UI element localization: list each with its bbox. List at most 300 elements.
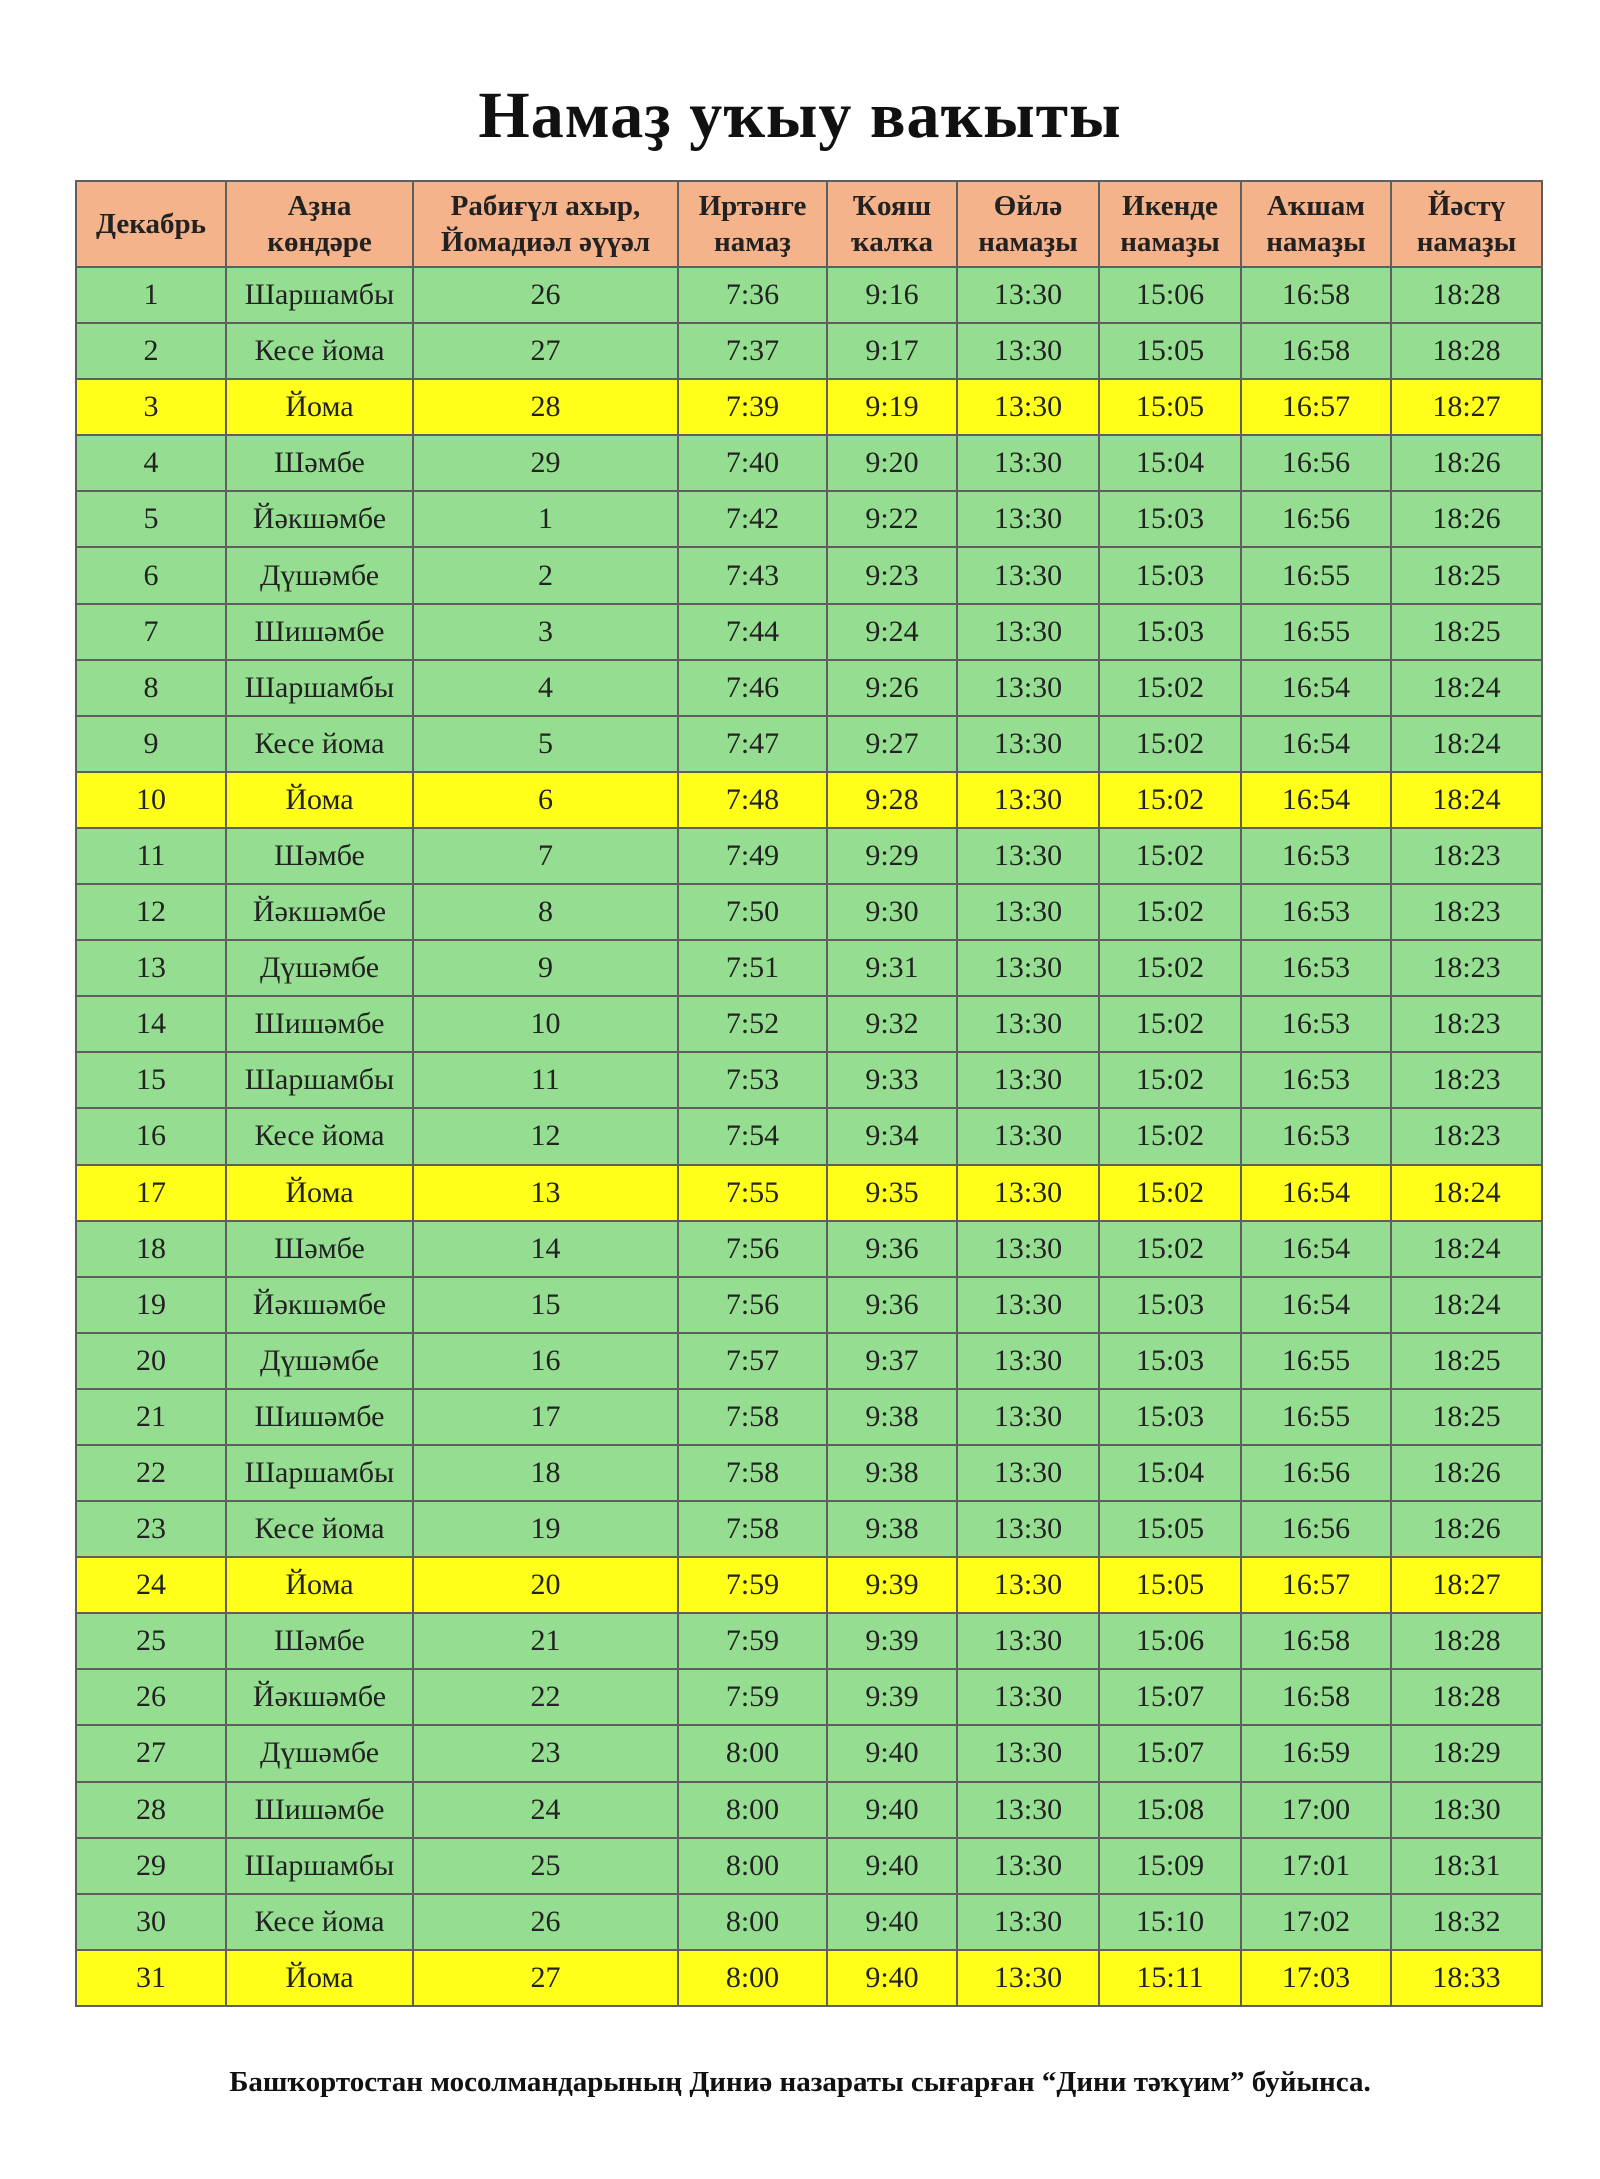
cell-maghrib: 16:54: [1241, 1277, 1391, 1333]
cell-weekday: Дүшәмбе: [226, 940, 413, 996]
table-row: [76, 323, 1542, 379]
cell-hijri-date: 27: [413, 1950, 678, 2006]
page-title: Намаҙ уҡыу ваҡыты: [478, 79, 1122, 152]
cell-isha: 18:23: [1391, 828, 1542, 884]
cell-maghrib: 17:03: [1241, 1950, 1391, 2006]
cell-day: 25: [76, 1613, 226, 1669]
cell-maghrib: 16:56: [1241, 435, 1391, 491]
cell-weekday: Йәкшәмбе: [226, 1669, 413, 1725]
cell-sunrise: 9:27: [827, 716, 957, 772]
cell-isha: 18:28: [1391, 267, 1542, 323]
cell-dhuhr: 13:30: [957, 435, 1099, 491]
cell-isha: 18:29: [1391, 1725, 1542, 1781]
cell-maghrib: 16:56: [1241, 1501, 1391, 1557]
table-header-row: [76, 181, 1542, 267]
header-text-line: Декабрь: [96, 208, 206, 240]
cell-dhuhr: 13:30: [957, 1950, 1099, 2006]
cell-maghrib: 16:53: [1241, 828, 1391, 884]
table-row: [76, 435, 1542, 491]
cell-weekday: Шишәмбе: [226, 1389, 413, 1445]
cell-weekday: Йома: [226, 379, 413, 435]
table-row: [76, 660, 1542, 716]
cell-asr: 15:03: [1099, 547, 1241, 603]
cell-day: 30: [76, 1894, 226, 1950]
cell-fajr: 8:00: [678, 1782, 827, 1838]
cell-hijri-date: 12: [413, 1108, 678, 1164]
table-row: [76, 1333, 1542, 1389]
cell-asr: 15:02: [1099, 884, 1241, 940]
table-row: [76, 1669, 1542, 1725]
cell-asr: 15:03: [1099, 1277, 1241, 1333]
cell-hijri-date: 10: [413, 996, 678, 1052]
cell-weekday: Шаршамбы: [226, 1445, 413, 1501]
cell-dhuhr: 13:30: [957, 379, 1099, 435]
cell-hijri-date: 28: [413, 379, 678, 435]
cell-weekday: Йома: [226, 1557, 413, 1613]
cell-weekday: Шәмбе: [226, 435, 413, 491]
cell-day: 24: [76, 1557, 226, 1613]
cell-dhuhr: 13:30: [957, 1052, 1099, 1108]
table-body: [76, 267, 1542, 2006]
cell-fajr: 7:56: [678, 1221, 827, 1277]
cell-maghrib: 16:53: [1241, 996, 1391, 1052]
cell-fajr: 7:36: [678, 267, 827, 323]
cell-fajr: 8:00: [678, 1725, 827, 1781]
table-row: [76, 1501, 1542, 1557]
cell-dhuhr: 13:30: [957, 1613, 1099, 1669]
cell-dhuhr: 13:30: [957, 1333, 1099, 1389]
cell-hijri-date: 9: [413, 940, 678, 996]
table-row: [76, 1052, 1542, 1108]
cell-dhuhr: 13:30: [957, 547, 1099, 603]
cell-dhuhr: 13:30: [957, 940, 1099, 996]
cell-day: 9: [76, 716, 226, 772]
cell-fajr: 7:46: [678, 660, 827, 716]
cell-fajr: 7:56: [678, 1277, 827, 1333]
cell-dhuhr: 13:30: [957, 884, 1099, 940]
cell-day: 23: [76, 1501, 226, 1557]
cell-dhuhr: 13:30: [957, 1445, 1099, 1501]
cell-day: 1: [76, 267, 226, 323]
cell-fajr: 7:50: [678, 884, 827, 940]
table-row: [76, 1782, 1542, 1838]
cell-maghrib: 16:54: [1241, 716, 1391, 772]
cell-hijri-date: 17: [413, 1389, 678, 1445]
cell-dhuhr: 13:30: [957, 1838, 1099, 1894]
cell-day: 19: [76, 1277, 226, 1333]
table-row: [76, 1894, 1542, 1950]
cell-dhuhr: 13:30: [957, 1165, 1099, 1221]
cell-weekday: Дүшәмбе: [226, 1333, 413, 1389]
cell-isha: 18:23: [1391, 1108, 1542, 1164]
cell-asr: 15:08: [1099, 1782, 1241, 1838]
cell-hijri-date: 25: [413, 1838, 678, 1894]
cell-fajr: 8:00: [678, 1838, 827, 1894]
cell-hijri-date: 8: [413, 884, 678, 940]
cell-hijri-date: 5: [413, 716, 678, 772]
prayer-times-table: [75, 180, 1541, 2007]
cell-day: 10: [76, 772, 226, 828]
cell-dhuhr: 13:30: [957, 996, 1099, 1052]
cell-sunrise: 9:29: [827, 828, 957, 884]
cell-isha: 18:28: [1391, 1669, 1542, 1725]
cell-hijri-date: 21: [413, 1613, 678, 1669]
cell-sunrise: 9:32: [827, 996, 957, 1052]
cell-maghrib: 16:55: [1241, 547, 1391, 603]
cell-fajr: 7:58: [678, 1445, 827, 1501]
cell-dhuhr: 13:30: [957, 1669, 1099, 1725]
cell-sunrise: 9:28: [827, 772, 957, 828]
cell-day: 4: [76, 435, 226, 491]
cell-asr: 15:05: [1099, 323, 1241, 379]
cell-weekday: Шаршамбы: [226, 660, 413, 716]
cell-isha: 18:28: [1391, 323, 1542, 379]
cell-isha: 18:23: [1391, 884, 1542, 940]
cell-day: 12: [76, 884, 226, 940]
header-sunrise: [827, 181, 957, 267]
cell-sunrise: 9:20: [827, 435, 957, 491]
cell-sunrise: 9:40: [827, 1725, 957, 1781]
cell-dhuhr: 13:30: [957, 828, 1099, 884]
cell-isha: 18:26: [1391, 1501, 1542, 1557]
table-row: [76, 1221, 1542, 1277]
cell-maghrib: 16:56: [1241, 491, 1391, 547]
cell-maghrib: 16:54: [1241, 1221, 1391, 1277]
cell-weekday: Кесе йома: [226, 716, 413, 772]
cell-day: 18: [76, 1221, 226, 1277]
cell-maghrib: 16:58: [1241, 1669, 1391, 1725]
cell-fajr: 7:48: [678, 772, 827, 828]
cell-fajr: 8:00: [678, 1894, 827, 1950]
cell-isha: 18:24: [1391, 660, 1542, 716]
header-text-line: Йомадиәл әүүәл: [440, 226, 651, 258]
cell-maghrib: 17:01: [1241, 1838, 1391, 1894]
cell-fajr: 7:58: [678, 1501, 827, 1557]
cell-hijri-date: 4: [413, 660, 678, 716]
cell-maghrib: 16:57: [1241, 379, 1391, 435]
cell-sunrise: 9:17: [827, 323, 957, 379]
cell-asr: 15:05: [1099, 1501, 1241, 1557]
header-text-line: намаҙы: [978, 226, 1078, 258]
table-row: [76, 1838, 1542, 1894]
cell-fajr: 7:40: [678, 435, 827, 491]
header-text-line: намаҙы: [1416, 226, 1517, 258]
table-row: [76, 828, 1542, 884]
cell-maghrib: 16:53: [1241, 884, 1391, 940]
cell-isha: 18:25: [1391, 1333, 1542, 1389]
cell-sunrise: 9:37: [827, 1333, 957, 1389]
cell-isha: 18:23: [1391, 1052, 1542, 1108]
table-row: [76, 267, 1542, 323]
cell-sunrise: 9:38: [827, 1501, 957, 1557]
cell-asr: 15:02: [1099, 828, 1241, 884]
table-row: [76, 1108, 1542, 1164]
cell-weekday: Шаршамбы: [226, 267, 413, 323]
cell-dhuhr: 13:30: [957, 604, 1099, 660]
header-text-line: ҡалҡа: [850, 226, 934, 258]
cell-day: 8: [76, 660, 226, 716]
cell-weekday: Шәмбе: [226, 1613, 413, 1669]
cell-day: 27: [76, 1725, 226, 1781]
cell-maghrib: 17:00: [1241, 1782, 1391, 1838]
cell-hijri-date: 19: [413, 1501, 678, 1557]
table-row: [76, 547, 1542, 603]
cell-asr: 15:06: [1099, 1613, 1241, 1669]
header-fajr: [678, 181, 827, 267]
cell-day: 26: [76, 1669, 226, 1725]
cell-dhuhr: 13:30: [957, 1725, 1099, 1781]
table-row: [76, 1277, 1542, 1333]
cell-day: 20: [76, 1333, 226, 1389]
cell-asr: 15:02: [1099, 1108, 1241, 1164]
cell-dhuhr: 13:30: [957, 491, 1099, 547]
cell-sunrise: 9:31: [827, 940, 957, 996]
table-row: [76, 1165, 1542, 1221]
cell-weekday: Йома: [226, 1950, 413, 2006]
table-row: [76, 379, 1542, 435]
cell-sunrise: 9:34: [827, 1108, 957, 1164]
cell-hijri-date: 14: [413, 1221, 678, 1277]
cell-asr: 15:10: [1099, 1894, 1241, 1950]
cell-day: 2: [76, 323, 226, 379]
cell-weekday: Кесе йома: [226, 1108, 413, 1164]
cell-asr: 15:04: [1099, 435, 1241, 491]
cell-asr: 15:03: [1099, 1333, 1241, 1389]
cell-day: 22: [76, 1445, 226, 1501]
cell-maghrib: 16:56: [1241, 1445, 1391, 1501]
cell-sunrise: 9:38: [827, 1389, 957, 1445]
cell-day: 28: [76, 1782, 226, 1838]
cell-weekday: Кесе йома: [226, 1894, 413, 1950]
cell-day: 17: [76, 1165, 226, 1221]
cell-isha: 18:30: [1391, 1782, 1542, 1838]
header-text-line: көндәре: [267, 226, 372, 258]
cell-weekday: Шәмбе: [226, 1221, 413, 1277]
cell-asr: 15:05: [1099, 1557, 1241, 1613]
cell-asr: 15:07: [1099, 1669, 1241, 1725]
table-row: [76, 604, 1542, 660]
table-row: [76, 1725, 1542, 1781]
cell-day: 21: [76, 1389, 226, 1445]
cell-day: 7: [76, 604, 226, 660]
cell-fajr: 7:42: [678, 491, 827, 547]
cell-fajr: 7:52: [678, 996, 827, 1052]
header-text-line: Икенде: [1122, 190, 1218, 222]
cell-asr: 15:09: [1099, 1838, 1241, 1894]
cell-maghrib: 16:57: [1241, 1557, 1391, 1613]
cell-maghrib: 16:53: [1241, 940, 1391, 996]
cell-hijri-date: 29: [413, 435, 678, 491]
table-row: [76, 1950, 1542, 2006]
cell-sunrise: 9:39: [827, 1669, 957, 1725]
cell-fajr: 7:37: [678, 323, 827, 379]
cell-asr: 15:02: [1099, 1165, 1241, 1221]
cell-fajr: 7:58: [678, 1389, 827, 1445]
cell-sunrise: 9:39: [827, 1557, 957, 1613]
header-month: [76, 181, 226, 267]
header-dhuhr: [957, 181, 1099, 267]
header-text-line: Йәстү: [1427, 190, 1506, 222]
table-row: [76, 772, 1542, 828]
cell-weekday: Кесе йома: [226, 323, 413, 379]
cell-dhuhr: 13:30: [957, 1108, 1099, 1164]
cell-hijri-date: 18: [413, 1445, 678, 1501]
cell-isha: 18:23: [1391, 996, 1542, 1052]
cell-hijri-date: 16: [413, 1333, 678, 1389]
cell-maghrib: 16:55: [1241, 1389, 1391, 1445]
table-row: [76, 1613, 1542, 1669]
cell-dhuhr: 13:30: [957, 1501, 1099, 1557]
cell-sunrise: 9:26: [827, 660, 957, 716]
cell-isha: 18:28: [1391, 1613, 1542, 1669]
cell-maghrib: 16:54: [1241, 660, 1391, 716]
cell-isha: 18:25: [1391, 1389, 1542, 1445]
cell-hijri-date: 26: [413, 1894, 678, 1950]
cell-day: 13: [76, 940, 226, 996]
table-row: [76, 491, 1542, 547]
cell-hijri-date: 13: [413, 1165, 678, 1221]
table-row: [76, 716, 1542, 772]
table-row: [76, 1557, 1542, 1613]
table-row: [76, 1445, 1542, 1501]
cell-hijri-date: 2: [413, 547, 678, 603]
cell-sunrise: 9:30: [827, 884, 957, 940]
cell-sunrise: 9:23: [827, 547, 957, 603]
cell-day: 15: [76, 1052, 226, 1108]
header-text-line: Рабиғүл ахыр,: [450, 190, 641, 222]
cell-dhuhr: 13:30: [957, 267, 1099, 323]
cell-weekday: Шаршамбы: [226, 1052, 413, 1108]
cell-asr: 15:02: [1099, 1052, 1241, 1108]
cell-dhuhr: 13:30: [957, 1389, 1099, 1445]
cell-sunrise: 9:40: [827, 1782, 957, 1838]
cell-hijri-date: 11: [413, 1052, 678, 1108]
cell-maghrib: 16:54: [1241, 1165, 1391, 1221]
cell-sunrise: 9:19: [827, 379, 957, 435]
cell-asr: 15:04: [1099, 1445, 1241, 1501]
cell-fajr: 7:44: [678, 604, 827, 660]
cell-isha: 18:27: [1391, 379, 1542, 435]
cell-hijri-date: 1: [413, 491, 678, 547]
cell-dhuhr: 13:30: [957, 660, 1099, 716]
cell-sunrise: 9:36: [827, 1277, 957, 1333]
cell-maghrib: 16:54: [1241, 772, 1391, 828]
cell-asr: 15:03: [1099, 491, 1241, 547]
cell-maghrib: 16:55: [1241, 604, 1391, 660]
cell-weekday: Шәмбе: [226, 828, 413, 884]
header-maghrib: [1241, 181, 1391, 267]
cell-dhuhr: 13:30: [957, 1557, 1099, 1613]
cell-maghrib: 16:53: [1241, 1108, 1391, 1164]
cell-weekday: Шаршамбы: [226, 1838, 413, 1894]
cell-fajr: 7:59: [678, 1613, 827, 1669]
table-row: [76, 1389, 1542, 1445]
cell-asr: 15:03: [1099, 604, 1241, 660]
header-asr: [1099, 181, 1241, 267]
cell-isha: 18:33: [1391, 1950, 1542, 2006]
cell-weekday: Йома: [226, 1165, 413, 1221]
table-row: [76, 996, 1542, 1052]
cell-hijri-date: 26: [413, 267, 678, 323]
cell-fajr: 7:49: [678, 828, 827, 884]
cell-day: 6: [76, 547, 226, 603]
cell-dhuhr: 13:30: [957, 1894, 1099, 1950]
cell-asr: 15:07: [1099, 1725, 1241, 1781]
cell-hijri-date: 20: [413, 1557, 678, 1613]
cell-isha: 18:26: [1391, 1445, 1542, 1501]
header-text-line: намаҙы: [1266, 226, 1366, 258]
header-text-line: намаҙы: [1120, 226, 1220, 258]
cell-fajr: 7:47: [678, 716, 827, 772]
header-weekday: [226, 181, 413, 267]
cell-dhuhr: 13:30: [957, 1221, 1099, 1277]
cell-maghrib: 17:02: [1241, 1894, 1391, 1950]
cell-day: 16: [76, 1108, 226, 1164]
cell-isha: 18:24: [1391, 772, 1542, 828]
cell-asr: 15:02: [1099, 940, 1241, 996]
cell-sunrise: 9:40: [827, 1950, 957, 2006]
header-text-line: Өйлә: [993, 190, 1063, 222]
header-text-line: Ҡояш: [852, 190, 932, 222]
cell-isha: 18:26: [1391, 435, 1542, 491]
cell-maghrib: 16:58: [1241, 323, 1391, 379]
cell-hijri-date: 3: [413, 604, 678, 660]
cell-dhuhr: 13:30: [957, 323, 1099, 379]
cell-sunrise: 9:16: [827, 267, 957, 323]
cell-fajr: 8:00: [678, 1950, 827, 2006]
cell-isha: 18:31: [1391, 1838, 1542, 1894]
cell-weekday: Шишәмбе: [226, 604, 413, 660]
header-isha: [1391, 181, 1542, 267]
cell-hijri-date: 6: [413, 772, 678, 828]
cell-day: 3: [76, 379, 226, 435]
cell-maghrib: 16:58: [1241, 1613, 1391, 1669]
cell-dhuhr: 13:30: [957, 716, 1099, 772]
cell-sunrise: 9:36: [827, 1221, 957, 1277]
cell-sunrise: 9:24: [827, 604, 957, 660]
cell-sunrise: 9:40: [827, 1894, 957, 1950]
cell-fajr: 7:53: [678, 1052, 827, 1108]
cell-asr: 15:02: [1099, 660, 1241, 716]
cell-maghrib: 16:55: [1241, 1333, 1391, 1389]
cell-maghrib: 16:58: [1241, 267, 1391, 323]
cell-fajr: 7:51: [678, 940, 827, 996]
cell-dhuhr: 13:30: [957, 772, 1099, 828]
cell-dhuhr: 13:30: [957, 1277, 1099, 1333]
cell-weekday: Шишәмбе: [226, 996, 413, 1052]
cell-fajr: 7:54: [678, 1108, 827, 1164]
source-note: Башҡортостан мосолмандарының Диниә назараты сығарған “Дини тәҡүим” буйынса.: [229, 2066, 1371, 2098]
cell-weekday: Йәкшәмбе: [226, 1277, 413, 1333]
cell-asr: 15:06: [1099, 267, 1241, 323]
table-row: [76, 884, 1542, 940]
cell-isha: 18:32: [1391, 1894, 1542, 1950]
cell-sunrise: 9:40: [827, 1838, 957, 1894]
cell-hijri-date: 24: [413, 1782, 678, 1838]
cell-hijri-date: 23: [413, 1725, 678, 1781]
cell-weekday: Кесе йома: [226, 1501, 413, 1557]
header-text-line: намаҙ: [714, 226, 791, 258]
table-row: [76, 940, 1542, 996]
cell-day: 11: [76, 828, 226, 884]
header-text-line: Аҙна: [287, 190, 352, 222]
header-text-line: Иртәнге: [698, 190, 807, 222]
cell-day: 31: [76, 1950, 226, 2006]
cell-isha: 18:24: [1391, 716, 1542, 772]
cell-asr: 15:05: [1099, 379, 1241, 435]
cell-maghrib: 16:53: [1241, 1052, 1391, 1108]
cell-hijri-date: 27: [413, 323, 678, 379]
